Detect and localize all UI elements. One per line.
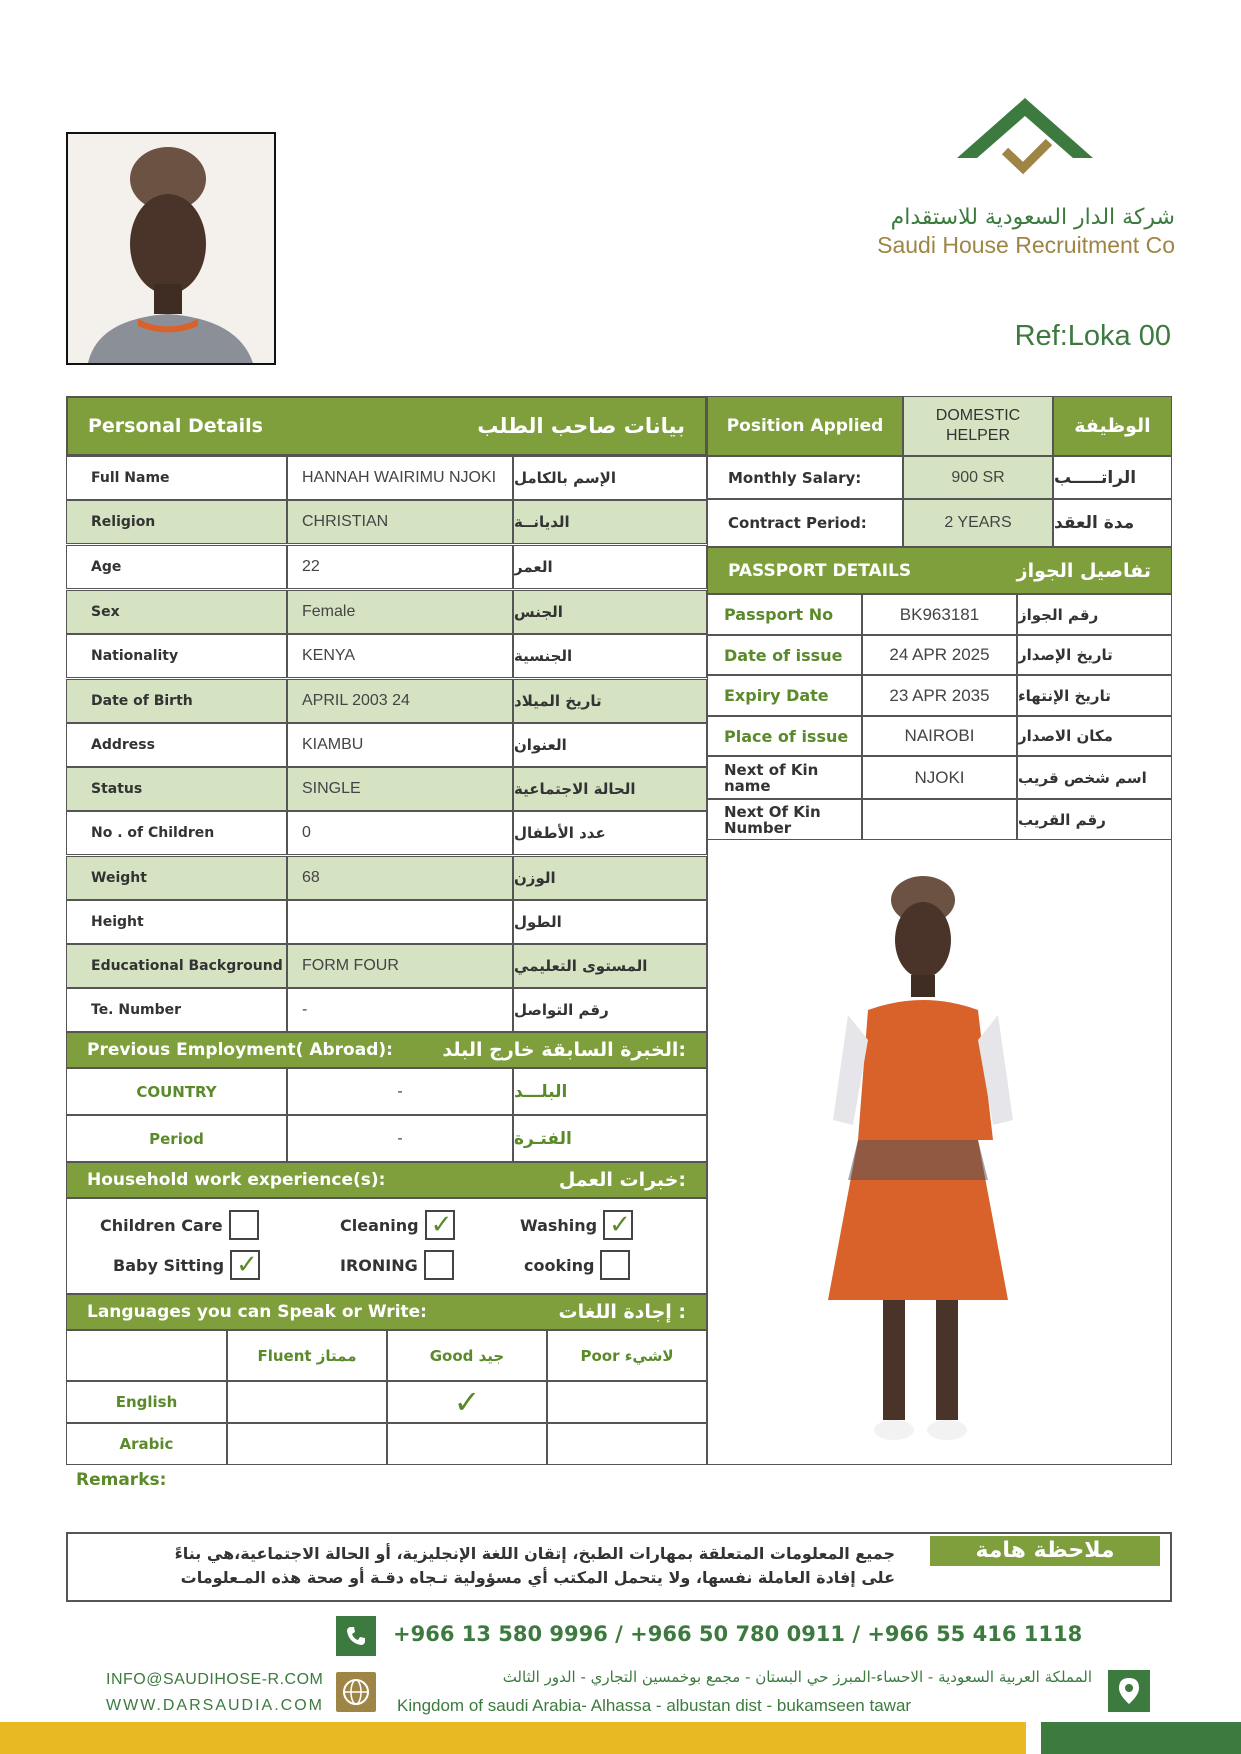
household-header-ar: خبرات العمل: [558, 1169, 686, 1191]
languages-header-en: Languages you can Speak or Write: [87, 1302, 427, 1322]
personal-label: Status [66, 767, 287, 811]
household-item-label: Baby Sitting [113, 1255, 225, 1275]
passport-label: Passport No [707, 594, 862, 635]
household-checkbox[interactable] [424, 1250, 454, 1280]
language-level-fluent[interactable] [227, 1381, 387, 1423]
passport-value: NAIROBI [862, 716, 1017, 756]
household-item-label: IRONING [340, 1255, 418, 1275]
personal-label: Educational Background [66, 944, 287, 988]
country-ar: البلـــد [513, 1068, 707, 1115]
personal-value: SINGLE [287, 767, 513, 811]
household-checkbox[interactable] [603, 1210, 633, 1240]
passport-label-ar: اسم شخص قريب [1017, 756, 1172, 799]
notice-title: ملاحظة هامة [930, 1536, 1160, 1566]
footer-bar-gold [0, 1722, 1026, 1754]
company-name-en: Saudi House Recruitment Co [877, 232, 1175, 258]
period-label: Period [66, 1115, 287, 1162]
personal-value [287, 900, 513, 944]
check-icon: ✓ [236, 1250, 258, 1280]
passport-label: Next Of Kin Number [707, 799, 862, 840]
passport-label-ar: تاريخ الإصدار [1017, 635, 1172, 675]
passport-header [707, 547, 1172, 594]
period-ar: الفتـرة [513, 1115, 707, 1162]
contract-value: 2 YEARS [903, 499, 1053, 547]
personal-value: CHRISTIAN [287, 500, 513, 544]
personal-label: No . of Children [66, 811, 287, 855]
contract-label: Contract Period: [707, 499, 903, 547]
position-applied-label: Position Applied [707, 396, 903, 456]
personal-label: Age [66, 545, 287, 589]
passport-label-ar: رقم القريب [1017, 799, 1172, 840]
personal-value: APRIL 2003 24 [287, 679, 513, 723]
previous-header-ar: الخبرة السابقة خارج البلد: [442, 1039, 686, 1061]
passport-value: 23 APR 2035 [862, 675, 1017, 716]
passport-label: Next of Kin name [707, 756, 862, 799]
applicant-photo [66, 132, 276, 365]
household-item-label: cooking [524, 1255, 595, 1275]
address-en: Kingdom of saudi Arabia- Alhassa - albustan dist - bukamseen tawar [397, 1696, 912, 1715]
portrait-image [68, 134, 274, 363]
passport-value: BK963181 [862, 594, 1017, 635]
personal-label: Weight [66, 856, 287, 900]
notice-line-1: جميع المعلومات المتعلقة بمهارات الطبخ، إتقان اللغة الإنجليزية، أو الحالة الاجتماعية،هي بناءً [174, 1544, 895, 1563]
website[interactable]: WWW.DARSAUDIA.COM [106, 1697, 324, 1714]
personal-label-ar: الطول [513, 900, 707, 944]
personal-label-ar: رقم التواصل [513, 988, 707, 1032]
contract-ar: مدة العقد [1053, 499, 1172, 547]
col-good: Good جيد [387, 1330, 547, 1381]
passport-label: Date of issue [707, 635, 862, 675]
personal-label: Te. Number [66, 988, 287, 1032]
personal-value: Female [287, 590, 513, 634]
personal-label-ar: الديانــة [513, 500, 707, 544]
language-level-good[interactable] [387, 1381, 547, 1423]
personal-value: KENYA [287, 634, 513, 678]
language-level-good[interactable] [387, 1423, 547, 1465]
personal-label-ar: العمر [513, 545, 707, 589]
passport-label-ar: تاريخ الإنتهاء [1017, 675, 1172, 716]
personal-label-ar: تاريخ الميلاد [513, 679, 707, 723]
globe-icon [336, 1672, 376, 1712]
personal-label: Sex [66, 590, 287, 634]
location-pin-icon [1108, 1670, 1150, 1712]
personal-value: FORM FOUR [287, 944, 513, 988]
salary-ar: الراتـــــب [1053, 456, 1172, 499]
household-item [340, 1210, 455, 1240]
personal-value: 68 [287, 856, 513, 900]
household-item [524, 1250, 630, 1280]
household-item [520, 1210, 633, 1240]
personal-label: Date of Birth [66, 679, 287, 723]
personal-label-ar: الحالة الاجتماعية [513, 767, 707, 811]
household-item-label: Cleaning [340, 1215, 419, 1235]
languages-header [66, 1294, 707, 1330]
language-level-poor[interactable] [547, 1423, 707, 1465]
languages-corner [66, 1330, 227, 1381]
check-icon: ✓ [609, 1210, 631, 1240]
personal-label-ar: المستوى التعليمي [513, 944, 707, 988]
language-name: Arabic [66, 1423, 227, 1465]
previous-header-en: Previous Employment( Abroad): [87, 1040, 393, 1060]
personal-value: KIAMBU [287, 723, 513, 767]
address-ar: المملكة العربية السعودية - الاحساء-المبرز حي البستان - مجمع بوخمسين التجاري - الدور الثالث [502, 1668, 1092, 1686]
salary-label: Monthly Salary: [707, 456, 903, 499]
personal-label-ar: العنوان [513, 723, 707, 767]
passport-label: Place of issue [707, 716, 862, 756]
personal-header-ar: بيانات صاحب الطلب [477, 414, 685, 438]
check-icon: ✓ [430, 1210, 453, 1240]
passport-value: NJOKI [862, 756, 1017, 799]
personal-header-en: Personal Details [88, 415, 263, 437]
household-item-label: Children Care [100, 1215, 223, 1235]
previous-employment-header [66, 1032, 707, 1068]
personal-label-ar: الإسم بالكامل [513, 456, 707, 500]
language-level-fluent[interactable] [227, 1423, 387, 1465]
important-notice-box [66, 1532, 1172, 1602]
personal-label: Full Name [66, 456, 287, 500]
languages-header-ar: إجادة اللغات : [558, 1301, 686, 1323]
personal-label-ar: الوزن [513, 856, 707, 900]
household-header [66, 1162, 707, 1198]
personal-value: HANNAH WAIRIMU NJOKI [287, 456, 513, 500]
personal-details-header [66, 396, 707, 456]
personal-label-ar: الجنس [513, 590, 707, 634]
household-checkbox[interactable] [600, 1250, 630, 1280]
language-level-poor[interactable] [547, 1381, 707, 1423]
personal-value: - [287, 988, 513, 1032]
household-checkbox[interactable] [425, 1210, 455, 1240]
position-value: DOMESTIC HELPER [903, 396, 1053, 456]
household-header-en: Household work experience(s): [87, 1170, 386, 1190]
personal-value: 22 [287, 545, 513, 589]
passport-label: Expiry Date [707, 675, 862, 716]
position-label-ar: الوظيفة [1053, 396, 1172, 456]
phone-numbers: +966 13 580 9996 / +966 50 780 0911 / +966 55 416 1118 [393, 1622, 1083, 1646]
company-name-ar: شركة الدار السعودية للاستقدام [890, 205, 1175, 230]
col-fluent: Fluent ممتاز [227, 1330, 387, 1381]
passport-value [862, 799, 1017, 840]
personal-label: Nationality [66, 634, 287, 678]
passport-label-ar: مكان الاصدار [1017, 716, 1172, 756]
country-label: COUNTRY [66, 1068, 287, 1115]
passport-value: 24 APR 2025 [862, 635, 1017, 675]
personal-label-ar: عدد الأطفال [513, 811, 707, 855]
personal-value: 0 [287, 811, 513, 855]
personal-label: Address [66, 723, 287, 767]
personal-label: Religion [66, 500, 287, 544]
language-name: English [66, 1381, 227, 1423]
check-icon: ✓ [453, 1383, 481, 1421]
household-item [100, 1210, 259, 1240]
household-item [340, 1250, 454, 1280]
passport-label-ar: رقم الجواز [1017, 594, 1172, 635]
period-value: - [287, 1115, 513, 1162]
company-logo [955, 96, 1095, 186]
passport-header-en: PASSPORT DETAILS [728, 560, 912, 581]
remarks-label: Remarks: [76, 1470, 167, 1490]
household-item-label: Washing [520, 1215, 598, 1235]
notice-line-2: على إفادة العاملة نفسها، ولا يتحمل المكتب أي مسؤولية تـجاه دقـة أو صحة هذه المـعلومات [180, 1568, 895, 1587]
salary-value: 900 SR [903, 456, 1053, 499]
country-value: - [287, 1068, 513, 1115]
household-item [113, 1250, 260, 1280]
personal-label-ar: الجنسية [513, 634, 707, 678]
footer-bar-green [1041, 1722, 1241, 1754]
passport-header-ar: تفاصيل الجواز [1016, 559, 1151, 582]
phone-icon [336, 1616, 376, 1656]
full-body-image [708, 840, 1171, 1463]
email[interactable]: INFO@SAUDIHOSE-R.COM [106, 1671, 324, 1688]
reference-number: Ref:Loka 00 [1014, 320, 1171, 352]
household-checkbox[interactable] [230, 1250, 260, 1280]
full-body-photo-panel [707, 840, 1172, 1465]
col-poor: Poor لاشيء [547, 1330, 707, 1381]
personal-label: Height [66, 900, 287, 944]
household-checkbox[interactable] [229, 1210, 259, 1240]
